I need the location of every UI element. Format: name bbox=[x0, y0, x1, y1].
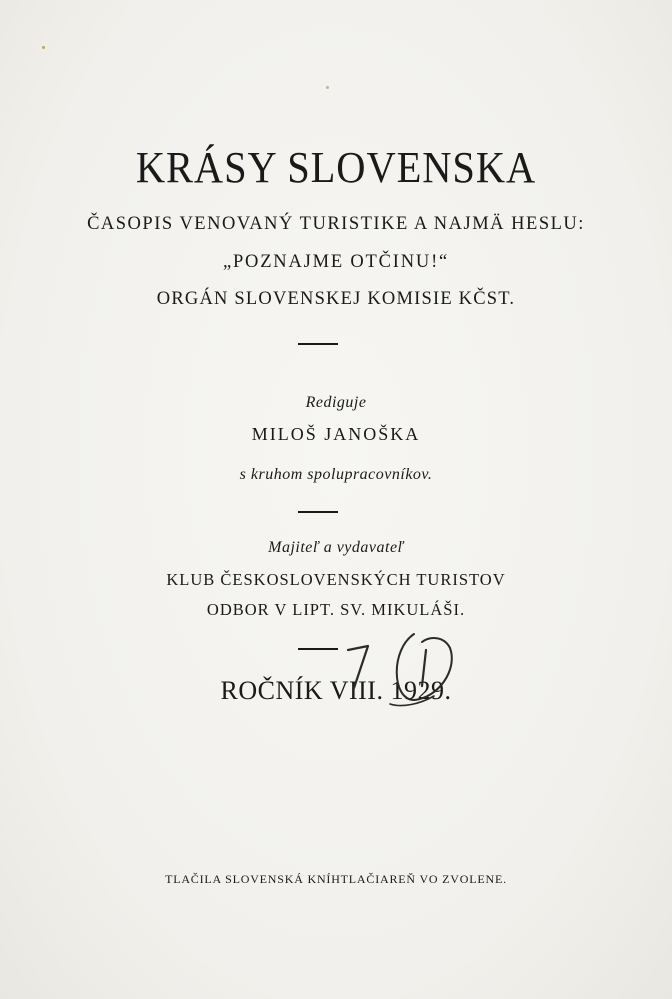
journal-title: KRÁSY SLOVENSKA bbox=[135, 143, 537, 192]
divider-rule bbox=[298, 343, 338, 345]
editor-note: s kruhom spolupracovníkov. bbox=[239, 466, 433, 483]
divider-rule bbox=[298, 511, 338, 513]
subtitle-line-2: „POZNAJME OTČINU!“ bbox=[222, 252, 450, 272]
volume-line: ROČNÍK VIII. 1929. bbox=[220, 676, 452, 705]
paper-fleck bbox=[326, 86, 329, 89]
editor-name: MILOŠ JANOŠKA bbox=[251, 424, 421, 444]
subtitle-line-1: ČASOPIS VENOVANÝ TURISTIKE A NAJMÄ HESLU: bbox=[87, 214, 585, 234]
owner-label: Majiteľ a vydavateľ bbox=[268, 539, 404, 556]
owner-line-1: KLUB ČESKOSLOVENSKÝCH TURISTOV bbox=[166, 570, 506, 589]
owner-line-2: ODBOR V LIPT. SV. MIKULÁŠI. bbox=[206, 600, 466, 619]
subtitle-line-3: ORGÁN SLOVENSKEJ KOMISIE KČST. bbox=[156, 289, 516, 309]
handwritten-annotation bbox=[330, 630, 470, 720]
printer-imprint: TLAČILA SLOVENSKÁ KNÍHTLAČIAREŇ VO ZVOLENE. bbox=[165, 872, 507, 886]
paper-fleck bbox=[42, 46, 45, 49]
editor-label: Rediguje bbox=[305, 394, 367, 411]
